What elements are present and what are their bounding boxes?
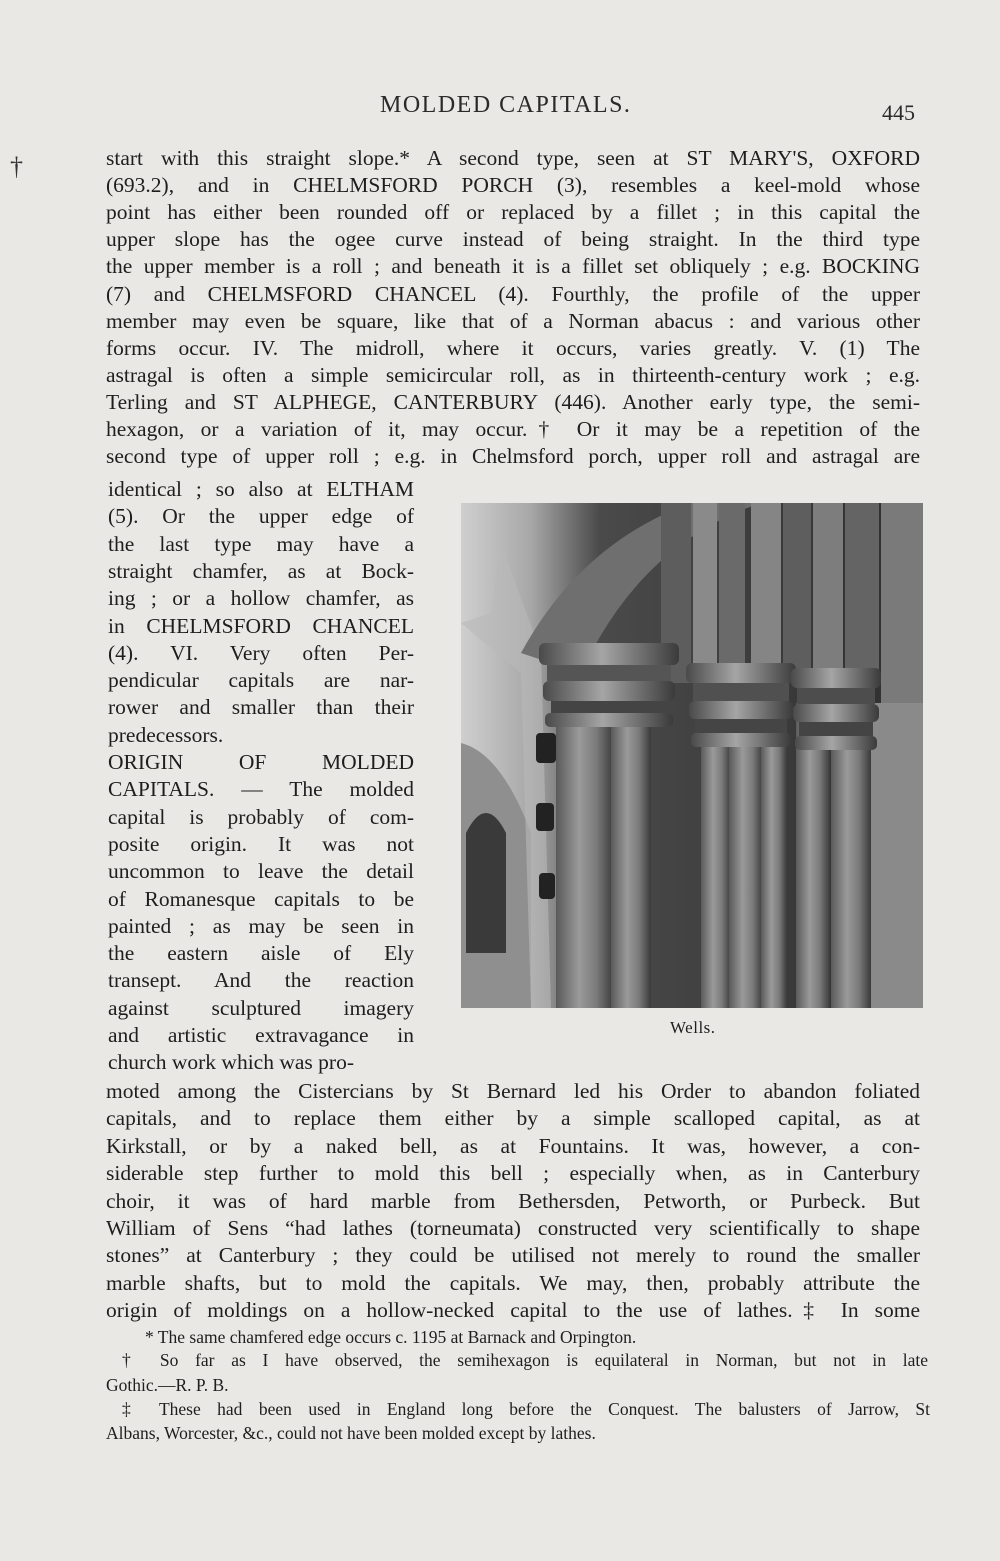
- text-line: moted among the Cistercians by St Bernard led his Order to abandon foliated: [106, 1079, 920, 1103]
- figure-caption: Wells.: [670, 1018, 716, 1037]
- text-line: against sculptured imagery: [108, 995, 414, 1020]
- wells-capitals-photograph: [461, 503, 923, 1008]
- footnote-line: † So far as I have observed, the semihexagon is equilateral in Norman, but not in late: [122, 1350, 928, 1370]
- text-line: siderable step further to mold this bell ; especially when, as in Canterbury: [106, 1161, 920, 1186]
- text-line: (7) and CHELMSFORD CHANCEL (4). Fourthly, the profile of the upper: [106, 281, 920, 306]
- text-line: identical ; so also at ELTHAM: [108, 477, 414, 501]
- text-line: marble shafts, but to mold the capitals. We may, then, probably attribute the: [106, 1270, 920, 1295]
- text-line: point has either been rounded off or replaced by a fillet ; in this capital the: [106, 200, 920, 225]
- text-line: William of Sens “had lathes (torneumata) constructed very scientifically to shape: [106, 1216, 920, 1240]
- text-line: the upper member is a roll ; and beneath it is a fillet set obliquely ; e.g. BOCKING: [106, 254, 920, 279]
- text-line: hexagon, or a variation of it, may occur.† Or it may be a repetition of the: [106, 417, 920, 441]
- footnote-line: Gothic.—R. P. B.: [106, 1375, 229, 1395]
- footnote-line: * The same chamfered edge occurs c. 1195 at Barnack and Orpington.: [145, 1327, 637, 1347]
- text-line: capitals, and to replace them either by a simple scalloped capital, as at: [106, 1106, 920, 1131]
- footnote-line: Albans, Worcester, &c., could not have been molded except by lathes.: [106, 1423, 596, 1443]
- text-line: origin of moldings on a hollow-necked capital to the use of lathes.‡ In some: [106, 1298, 920, 1323]
- text-line: CAPITALS. — The molded: [108, 777, 414, 802]
- text-line: capital is probably of com-: [108, 804, 414, 829]
- text-line: church work which was pro-: [108, 1050, 354, 1075]
- text-line: upper slope has the ogee curve instead of being straight. In the third type: [106, 227, 920, 252]
- text-line: choir, it was of hard marble from Bethersden, Petworth, or Purbeck. But: [106, 1188, 920, 1213]
- text-line: uncommon to leave the detail: [108, 859, 414, 884]
- page-number: 445: [882, 100, 915, 125]
- text-line: straight chamfer, as at Bock-: [108, 558, 414, 583]
- text-line: in CHELMSFORD CHANCEL: [108, 613, 414, 638]
- footnote-line: ‡ These had been used in England long before the Conquest. The balusters of Jarrow, St: [122, 1399, 930, 1419]
- text-line: transept. And the reaction: [108, 968, 414, 993]
- text-line: astragal is often a simple semicircular roll, as in thirteenth-century work ; e.g.: [106, 362, 920, 387]
- text-line: Terling and ST ALPHEGE, CANTERBURY (446). Another early type, the semi-: [106, 389, 920, 414]
- text-line: (5). Or the upper edge of: [108, 504, 414, 529]
- text-line: of Romanesque capitals to be: [108, 886, 414, 911]
- text-line: ing ; or a hollow chamfer, as: [108, 586, 414, 611]
- text-line: predecessors.: [108, 722, 224, 747]
- text-line: second type of upper roll ; e.g. in Chelmsford porch, upper roll and astragal are: [106, 444, 920, 469]
- text-line: painted ; as may be seen in: [108, 913, 414, 938]
- text-line: stones” at Canterbury ; they could be utilised not merely to round the smaller: [106, 1243, 920, 1268]
- text-line: forms occur. IV. The midroll, where it occurs, varies greatly. V. (1) The: [106, 335, 920, 360]
- text-line: (4). VI. Very often Per-: [108, 640, 414, 665]
- text-line: Kirkstall, or by a naked bell, as at Fountains. It was, however, a con-: [106, 1133, 920, 1158]
- text-line: start with this straight slope.* A second type, seen at ST MARY'S, OXFORD: [106, 146, 920, 170]
- text-line: posite origin. It was not: [108, 831, 414, 856]
- text-line: (693.2), and in CHELMSFORD PORCH (3), resembles a keel-mold whose: [106, 173, 920, 198]
- text-line: the last type may have a: [108, 531, 414, 556]
- text-line: ORIGIN OF MOLDED: [108, 750, 414, 774]
- text-line: and artistic extravagance in: [108, 1023, 414, 1047]
- text-line: pendicular capitals are nar-: [108, 668, 414, 693]
- text-line: the eastern aisle of Ely: [108, 941, 414, 966]
- text-line: rower and smaller than their: [108, 695, 414, 720]
- margin-dagger-mark: †: [10, 152, 23, 181]
- running-header-title: MOLDED CAPITALS.: [380, 92, 632, 118]
- text-line: member may even be square, like that of a Norman abacus : and various other: [106, 308, 920, 333]
